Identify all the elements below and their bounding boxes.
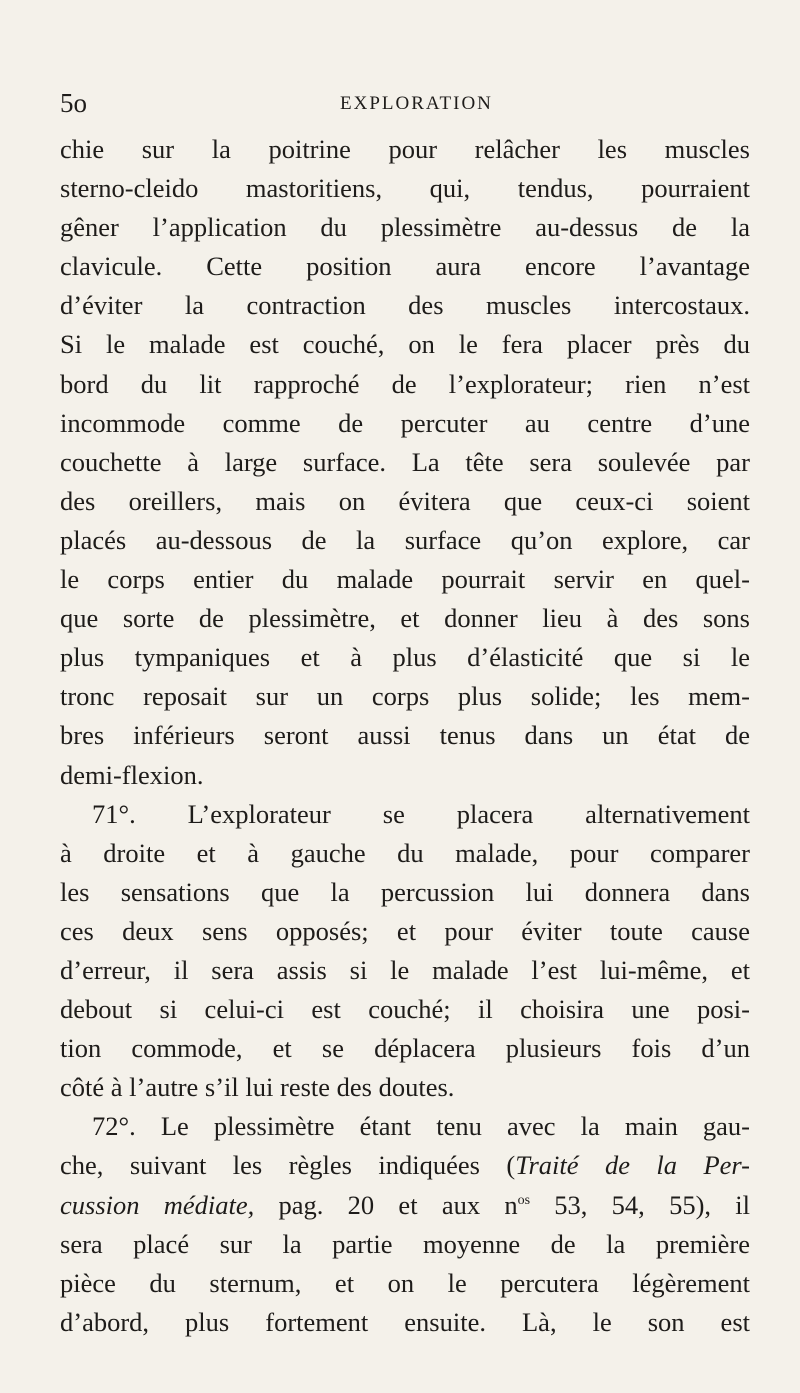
text-line: des oreillers, mais on évitera que ceux-ci soient xyxy=(60,485,750,516)
text-line-citation xyxy=(60,1146,750,1185)
text-line: sera placé sur la partie moyenne de la première xyxy=(60,1228,750,1259)
text-line: les sensations que la percussion lui donnera dans xyxy=(60,876,750,907)
page-number: 5o xyxy=(60,88,87,118)
citation-numbers: 53, 54, 55), il xyxy=(530,1189,750,1220)
text-line: tronc reposait sur un corps plus solide; les mem- xyxy=(60,681,750,712)
text-line-paragraph-71: 71°. L’explorateur se placera alternativement xyxy=(92,798,750,829)
text-line: que sorte de plessimètre, et donner lieu à des sons xyxy=(60,603,750,634)
text-line: côté à l’autre s’il lui reste des doutes. xyxy=(60,1072,455,1103)
running-title: EXPLORATION xyxy=(340,93,493,114)
citation-pages: pag. 20 et aux n xyxy=(254,1189,518,1220)
text-line: Si le malade est couché, on le fera placer près du xyxy=(60,329,750,360)
text-line: tion commode, et se déplacera plusieurs fois d’un xyxy=(60,1033,750,1064)
text-line: debout si celui-ci est couché; il choisira une posi- xyxy=(60,994,750,1025)
text-line: d’erreur, il sera assis si le malade l’est lui-même, et xyxy=(60,954,750,985)
superscript-nos: os xyxy=(517,1192,531,1208)
text-line: bres inférieurs seront aussi tenus dans un état de xyxy=(60,720,750,751)
text-line: à droite et à gauche du malade, pour comparer xyxy=(60,837,750,868)
text-line-paragraph-72: 72°. Le plessimètre étant tenu avec la main gau- xyxy=(92,1111,750,1142)
text-line: d’abord, plus fortement ensuite. Là, le son est xyxy=(60,1306,750,1337)
citation-lead: che, suivant les règles indiquées ( xyxy=(60,1150,516,1181)
text-line: ces deux sens opposés; et pour éviter toute cause xyxy=(60,915,750,946)
text-line: bord du lit rapproché de l’explorateur; rien n’est xyxy=(60,368,750,399)
text-line: demi-flexion. xyxy=(60,759,204,790)
text-line: le corps entier du malade pourrait servir en quel- xyxy=(60,564,750,595)
text-line: d’éviter la contraction des muscles intercostaux. xyxy=(60,290,750,321)
running-head xyxy=(60,88,750,118)
text-line: plus tympaniques et à plus d’élasticité que si le xyxy=(60,642,750,673)
text-line: sterno-cleido mastoritiens, qui, tendus, pourraient xyxy=(60,173,750,204)
text-line: incommode comme de percuter au centre d’une xyxy=(60,407,750,438)
text-line: clavicule. Cette position aura encore l’avantage xyxy=(60,251,750,282)
text-line: pièce du sternum, et on le percutera légèrement xyxy=(60,1267,750,1298)
citation-title-cont: cussion médiate, xyxy=(60,1189,255,1220)
text-line: couchette à large surface. La tête sera soulevée par xyxy=(60,446,750,477)
text-line-citation-cont xyxy=(60,1186,750,1225)
body-text xyxy=(60,130,750,1342)
text-line: chie sur la poitrine pour relâcher les muscles xyxy=(60,134,750,164)
citation-title: Traité de la Per- xyxy=(515,1150,750,1181)
text-line: gêner l’application du plessimètre au-dessus de la xyxy=(60,212,750,243)
text-line: placés au-dessous de la surface qu’on explore, car xyxy=(60,524,750,555)
